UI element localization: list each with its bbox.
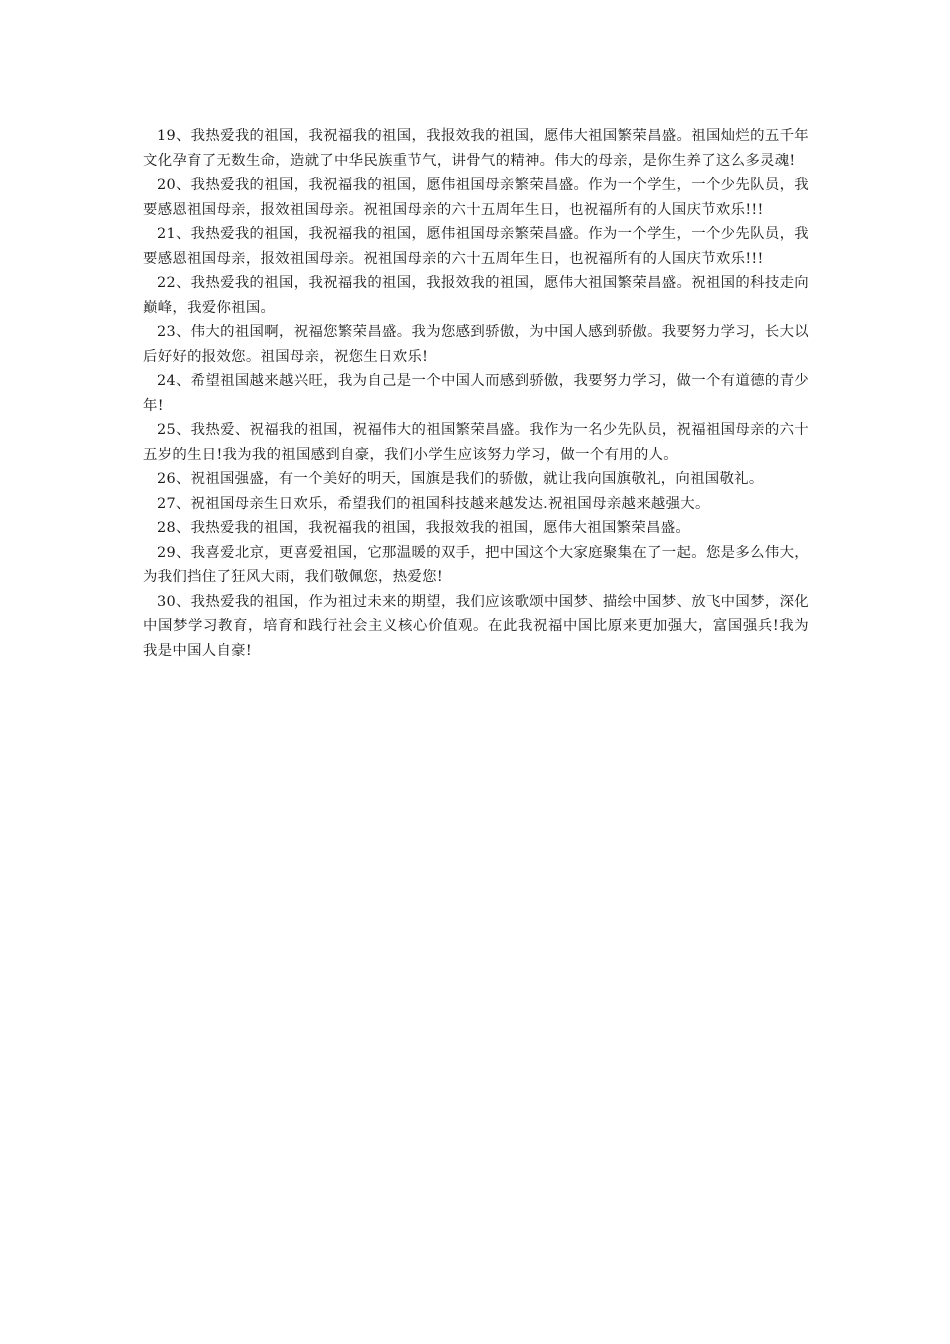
paragraph-20: 20、我热爱我的祖国，我祝福我的祖国，愿伟祖国母亲繁荣昌盛。作为一个学生，一个少先队员，我要感恩祖国母亲，报效祖国母亲。祝祖国母亲的六十五周年生日，也祝福所有的人国庆节欢乐!!! bbox=[143, 177, 809, 218]
paragraph-21: 21、我热爱我的祖国，我祝福我的祖国，愿伟祖国母亲繁荣昌盛。作为一个学生，一个少先队员，我要感恩祖国母亲，报效祖国母亲。祝祖国母亲的六十五周年生日，也祝福所有的人国庆节欢乐!!! bbox=[143, 226, 809, 267]
paragraph-22: 22、我热爱我的祖国，我祝福我的祖国，我报效我的祖国，愿伟大祖国繁荣昌盛。祝祖国的科技走向巅峰，我爱你祖国。 bbox=[143, 275, 809, 316]
paragraph-28: 28、我热爱我的祖国，我祝福我的祖国，我报效我的祖国，愿伟大祖国繁荣昌盛。 bbox=[157, 520, 691, 536]
paragraph-19: 19、我热爱我的祖国，我祝福我的祖国，我报效我的祖国，愿伟大祖国繁荣昌盛。祖国灿烂的五千年文化孕育了无数生命，造就了中华民族重节气，讲骨气的精神。伟大的母亲，是你生养了这么多灵魂! bbox=[143, 128, 809, 169]
document-body bbox=[143, 124, 809, 663]
paragraph-25: 25、我热爱、祝福我的祖国，祝福伟大的祖国繁荣昌盛。我作为一名少先队员，祝福祖国母亲的六十五岁的生日!我为我的祖国感到自豪，我们小学生应该努力学习，做一个有用的人。 bbox=[143, 422, 809, 463]
paragraph-30: 30、我热爱我的祖国，作为祖过未来的期望，我们应该歌颂中国梦、描绘中国梦、放飞中国梦，深化中国梦学习教育，培育和践行社会主义核心价值观。在此我祝福中国比原来更加强大，富国强兵!我为我是中国人自豪! bbox=[143, 593, 809, 659]
paragraph-26: 26、祝祖国强盛，有一个美好的明天，国旗是我们的骄傲，就让我向国旗敬礼，向祖国敬礼。 bbox=[157, 471, 764, 487]
paragraph-23: 23、伟大的祖国啊，祝福您繁荣昌盛。我为您感到骄傲，为中国人感到骄傲。我要努力学习，长大以后好好的报效您。祖国母亲，祝您生日欢乐! bbox=[143, 324, 809, 365]
paragraph-24: 24、希望祖国越来越兴旺，我为自己是一个中国人而感到骄傲，我要努力学习，做一个有道德的青少年! bbox=[143, 373, 809, 414]
paragraph-27: 27、祝祖国母亲生日欢乐，希望我们的祖国科技越来越发达.祝祖国母亲越来越强大。 bbox=[157, 495, 710, 512]
paragraph-29: 29、我喜爱北京，更喜爱祖国，它那温暖的双手，把中国这个大家庭聚集在了一起。您是多么伟大，为我们挡住了狂风大雨，我们敬佩您，热爱您! bbox=[143, 544, 809, 585]
